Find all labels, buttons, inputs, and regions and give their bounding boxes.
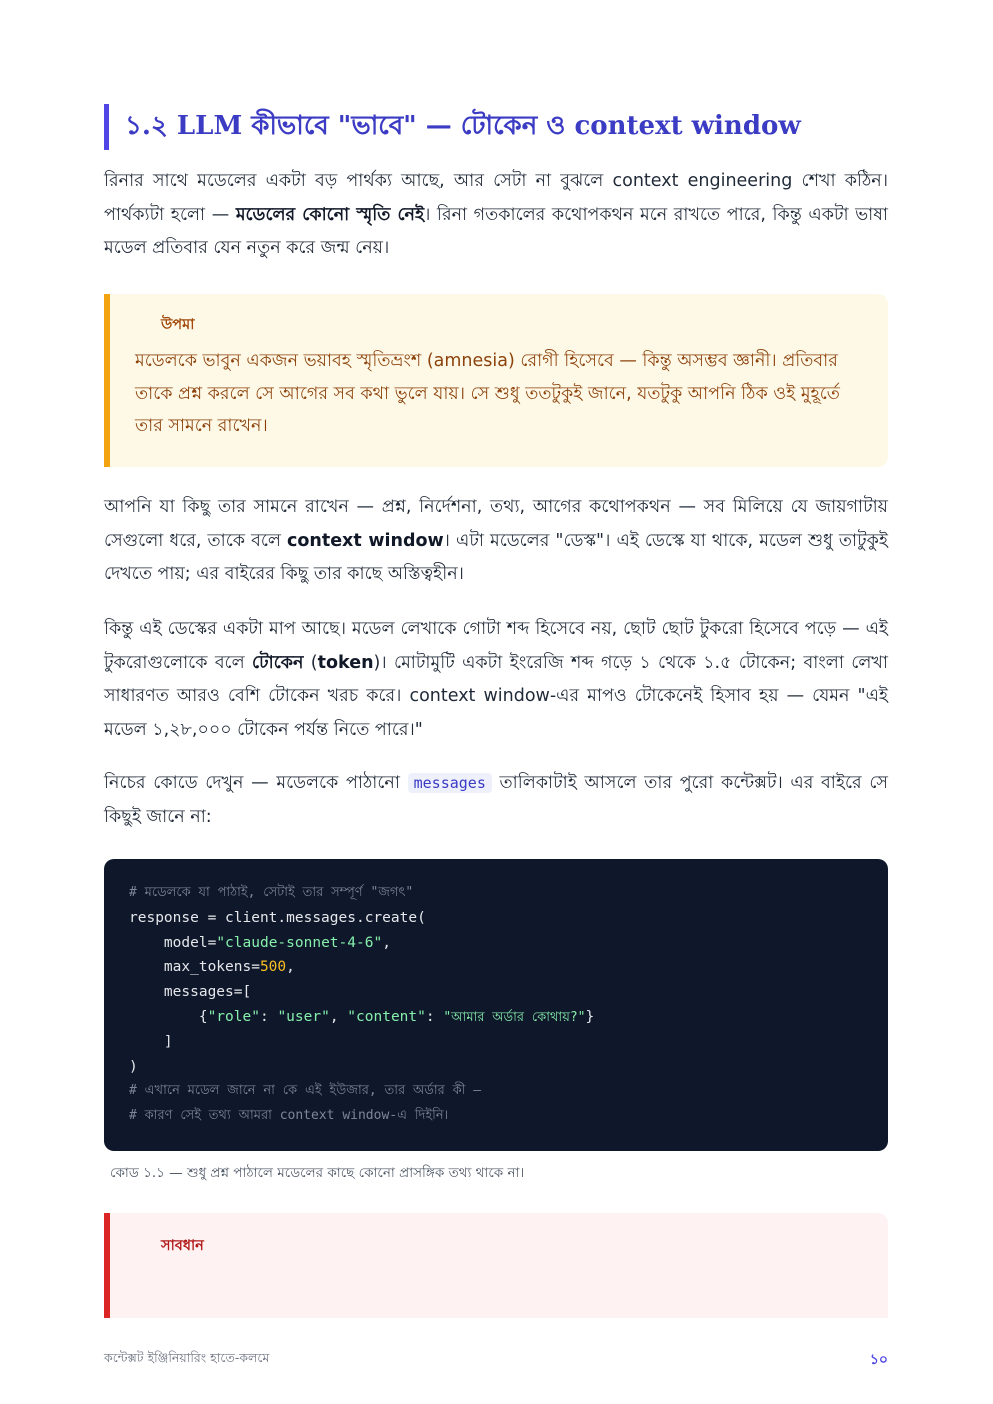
code-comment: # কারণ সেই তথ্য আমরা context window-এ দিইনি। [129, 1108, 449, 1124]
analogy-callout-body: মডেলকে ভাবুন একজন ভয়াবহ স্মৃতিভ্রংশ (amnesia) রোগী হিসেবে — কিন্তু অসম্ভব জ্ঞানী। প্রতিবার তাকে প্রশ্ন করলে সে আগের সব কথা ভুলে যায়। সে শুধু ততটুকুই জানে, যতটুকু আপনি ঠিক ওই মুহূর্তে তার সামনে রাখেন। [135, 351, 840, 436]
code-line: messages=[ [129, 984, 252, 1001]
warning-callout-title: সাবধান [161, 1238, 204, 1254]
bold-token-en: token [317, 652, 374, 673]
section-heading: ১.২ LLM কীভাবে "ভাবে" — টোকেন ও context window [104, 104, 888, 150]
bold-no-memory: মডেলের কোনো স্মৃতি নেই [235, 204, 425, 225]
code-line: max_tokens=500, [129, 959, 295, 976]
code-line: {"role": "user", "content": "আমার অর্ডার কোথায়?"} [129, 1008, 595, 1025]
analogy-callout-title: উপমা [161, 317, 195, 333]
paragraph-tokens: কিন্তু এই ডেস্কের একটা মাপ আছে। মডেল লেখাকে গোটা শব্দ হিসেবে নয়, ছোট ছোট টুকরো হিসেবে পড়ে — এই টুকরোগুলোকে বলে টোকেন (token)। মোটামুটি একটা ইংরেজি শব্দ গড়ে ১ থেকে ১.৫ টোকেন; বাংলা লেখা সাধারণত আরও বেশি টোকেন খরচ করে। context window-এর মাপও টোকেনেই হিসাব হয় — যেমন "এই মডেল ১,২৮,০০০ টোকেন পর্যন্ত নিতে পারে।" [104, 619, 888, 740]
page-number: ১০ [869, 1352, 888, 1368]
code-line: response = client.messages.create( [129, 909, 426, 926]
code-caption: কোড ১.১ — শুধু প্রশ্ন পাঠালে মডেলের কাছে কোনো প্রাসঙ্গিক তথ্য থাকে না। [110, 1165, 525, 1181]
code-comment: # এখানে মডেল জানে না কে এই ইউজার, তার অর্ডার কী — [129, 1083, 482, 1099]
code-line: ] [129, 1033, 173, 1050]
code-comment: # মডেলকে যা পাঠাই, সেটাই তার সম্পূর্ণ "জগৎ" [129, 885, 414, 900]
paragraph-code-intro: নিচের কোডে দেখুন — মডেলকে পাঠানো messages তালিকাটাই আসলে তার পুরো কন্টেক্সট। এর বাইরে সে কিছুই জানে না: [104, 773, 888, 827]
footer-book-title: কন্টেক্সট ইঞ্জিনিয়ারিং হাতে-কলমে [104, 1350, 270, 1365]
analogy-callout [104, 294, 888, 467]
inline-code-messages: messages [408, 773, 492, 793]
code-line: model="claude-sonnet-4-6", [129, 934, 391, 951]
code-line: ) [129, 1058, 138, 1075]
warning-callout [104, 1213, 888, 1318]
bold-token-bn: টোকেন [252, 652, 304, 673]
paragraph-context-window: আপনি যা কিছু তার সামনে রাখেন — প্রশ্ন, নির্দেশনা, তথ্য, আগের কথোপকথন — সব মিলিয়ে যে জায়গাটায় সেগুলো ধরে, তাকে বলে context window। এটা মডেলের "ডেস্ক"। এই ডেস্কে যা থাকে, মডেল শুধু তাটুকুই দেখতে পায়; এর বাইরের কিছু তার কাছে অস্তিত্বহীন। [104, 497, 888, 584]
bold-context-window: context window [286, 530, 444, 551]
code-block[interactable] [104, 859, 888, 1151]
paragraph-memory: রিনার সাথে মডেলের একটা বড় পার্থক্য আছে, আর সেটা না বুঝলে context engineering শেখা কঠিন। পার্থক্যটা হলো — মডেলের কোনো স্মৃতি নেই। রিনা গতকালের কথোপকথন মনে রাখতে পারে, কিন্তু একটা ভাষা মডেল প্রতিবার যেন নতুন করে জন্ম নেয়। [104, 171, 888, 258]
